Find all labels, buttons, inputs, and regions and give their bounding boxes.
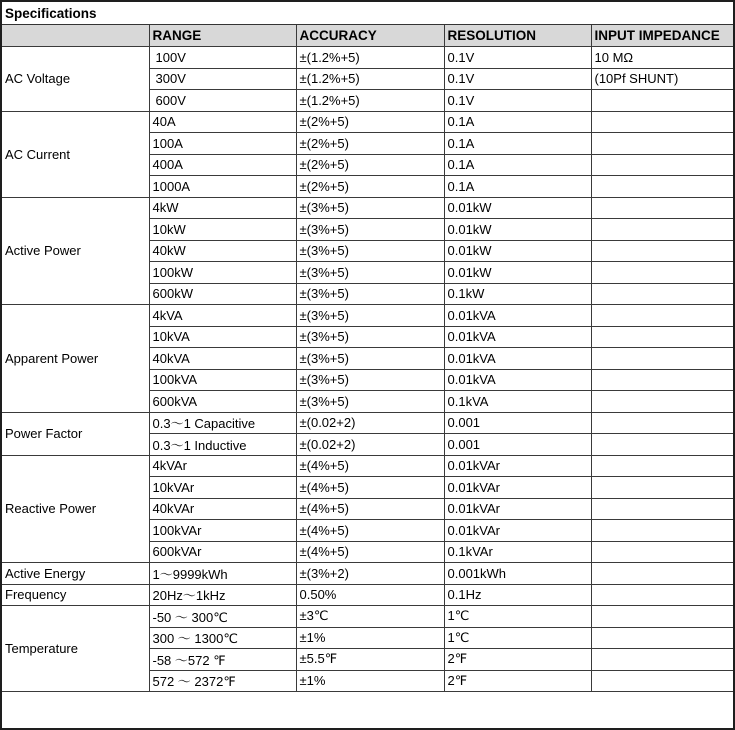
range-cell: 400A xyxy=(149,154,296,176)
spec-table xyxy=(2,25,733,692)
resolution-cell: 1℃ xyxy=(444,606,591,628)
impedance-cell xyxy=(591,326,733,348)
table-row xyxy=(2,563,733,585)
impedance-cell xyxy=(591,154,733,176)
table-row xyxy=(2,111,733,133)
impedance-cell xyxy=(591,412,733,434)
resolution-cell: 0.01kW xyxy=(444,219,591,241)
accuracy-cell: ±(0.02+2) xyxy=(296,434,444,456)
resolution-cell: 0.01kVA xyxy=(444,348,591,370)
accuracy-cell: ±(3%+5) xyxy=(296,326,444,348)
header-row xyxy=(2,25,733,47)
impedance-cell xyxy=(591,455,733,477)
range-cell: 10kVA xyxy=(149,326,296,348)
range-cell: 20Hz～1kHz xyxy=(149,584,296,606)
resolution-cell: 0.1A xyxy=(444,133,591,155)
impedance-cell xyxy=(591,391,733,413)
table-row xyxy=(2,455,733,477)
accuracy-cell: ±(3%+5) xyxy=(296,262,444,284)
resolution-cell: 0.01kVA xyxy=(444,369,591,391)
range-cell: 10kW xyxy=(149,219,296,241)
parameter-name: Reactive Power xyxy=(2,455,149,563)
accuracy-cell: 0.50% xyxy=(296,584,444,606)
spec-table-body xyxy=(2,25,733,692)
impedance-cell: (10Pf SHUNT) xyxy=(591,68,733,90)
resolution-cell: 0.1V xyxy=(444,90,591,112)
impedance-cell xyxy=(591,627,733,649)
range-cell: 4kVAr xyxy=(149,455,296,477)
accuracy-cell: ±(2%+5) xyxy=(296,111,444,133)
range-cell: 300V xyxy=(149,68,296,90)
impedance-cell xyxy=(591,348,733,370)
range-cell: -50 ～ 300℃ xyxy=(149,606,296,628)
parameter-name: Power Factor xyxy=(2,412,149,455)
resolution-cell: 0.1A xyxy=(444,111,591,133)
accuracy-cell: ±1% xyxy=(296,670,444,692)
range-cell: -58 ～572 ℉ xyxy=(149,649,296,671)
accuracy-cell: ±(3%+5) xyxy=(296,197,444,219)
resolution-cell: 0.001kWh xyxy=(444,563,591,585)
resolution-cell: 0.1kVA xyxy=(444,391,591,413)
accuracy-cell: ±(3%+2) xyxy=(296,563,444,585)
accuracy-cell: ±(0.02+2) xyxy=(296,412,444,434)
accuracy-cell: ±(1.2%+5) xyxy=(296,90,444,112)
impedance-cell xyxy=(591,649,733,671)
impedance-cell xyxy=(591,520,733,542)
impedance-cell xyxy=(591,176,733,198)
range-cell: 300 ～ 1300℃ xyxy=(149,627,296,649)
parameter-name: AC Voltage xyxy=(2,47,149,112)
table-row xyxy=(2,305,733,327)
parameter-name: Active Energy xyxy=(2,563,149,585)
accuracy-cell: ±(3%+5) xyxy=(296,219,444,241)
accuracy-cell: ±(4%+5) xyxy=(296,520,444,542)
impedance-cell xyxy=(591,240,733,262)
impedance-cell xyxy=(591,606,733,628)
range-cell: 100kVAr xyxy=(149,520,296,542)
accuracy-cell: ±(4%+5) xyxy=(296,498,444,520)
accuracy-cell: ±(4%+5) xyxy=(296,455,444,477)
resolution-cell: 0.01kVAr xyxy=(444,455,591,477)
resolution-cell: 0.01kW xyxy=(444,262,591,284)
resolution-cell: 0.01kW xyxy=(444,240,591,262)
accuracy-cell: ±(2%+5) xyxy=(296,176,444,198)
resolution-cell: 0.01kVAr xyxy=(444,520,591,542)
accuracy-cell: ±1% xyxy=(296,627,444,649)
impedance-cell xyxy=(591,283,733,305)
accuracy-cell: ±(3%+5) xyxy=(296,240,444,262)
range-cell: 100A xyxy=(149,133,296,155)
header-range: RANGE xyxy=(149,25,296,47)
accuracy-cell: ±(2%+5) xyxy=(296,133,444,155)
table-row xyxy=(2,197,733,219)
table-row xyxy=(2,606,733,628)
accuracy-cell: ±(3%+5) xyxy=(296,369,444,391)
parameter-name: AC Current xyxy=(2,111,149,197)
resolution-cell: 0.01kVA xyxy=(444,305,591,327)
resolution-cell: 0.1Hz xyxy=(444,584,591,606)
accuracy-cell: ±(3%+5) xyxy=(296,348,444,370)
accuracy-cell: ±(1.2%+5) xyxy=(296,68,444,90)
impedance-cell xyxy=(591,219,733,241)
accuracy-cell: ±(4%+5) xyxy=(296,477,444,499)
accuracy-cell: ±(3%+5) xyxy=(296,391,444,413)
accuracy-cell: ±(3%+5) xyxy=(296,305,444,327)
range-cell: 572 ～ 2372℉ xyxy=(149,670,296,692)
accuracy-cell: ±(1.2%+5) xyxy=(296,47,444,69)
range-cell: 1000A xyxy=(149,176,296,198)
range-cell: 4kVA xyxy=(149,305,296,327)
resolution-cell: 0.001 xyxy=(444,434,591,456)
resolution-cell: 2℉ xyxy=(444,649,591,671)
header-impedance: INPUT IMPEDANCE xyxy=(591,25,733,47)
resolution-cell: 0.01kVAr xyxy=(444,498,591,520)
impedance-cell: 10 MΩ xyxy=(591,47,733,69)
resolution-cell: 0.1kW xyxy=(444,283,591,305)
resolution-cell: 0.001 xyxy=(444,412,591,434)
resolution-cell: 0.01kVA xyxy=(444,326,591,348)
resolution-cell: 0.1A xyxy=(444,176,591,198)
resolution-cell: 0.1V xyxy=(444,68,591,90)
table-row xyxy=(2,412,733,434)
resolution-cell: 2℉ xyxy=(444,670,591,692)
impedance-cell xyxy=(591,584,733,606)
accuracy-cell: ±(4%+5) xyxy=(296,541,444,563)
range-cell: 4kW xyxy=(149,197,296,219)
parameter-name: Active Power xyxy=(2,197,149,305)
impedance-cell xyxy=(591,477,733,499)
resolution-cell: 0.1kVAr xyxy=(444,541,591,563)
impedance-cell xyxy=(591,670,733,692)
range-cell: 40kW xyxy=(149,240,296,262)
header-accuracy: ACCURACY xyxy=(296,25,444,47)
range-cell: 40A xyxy=(149,111,296,133)
range-cell: 600kVA xyxy=(149,391,296,413)
range-cell: 100kVA xyxy=(149,369,296,391)
range-cell: 10kVAr xyxy=(149,477,296,499)
header-resolution: RESOLUTION xyxy=(444,25,591,47)
resolution-cell: 1℃ xyxy=(444,627,591,649)
impedance-cell xyxy=(591,197,733,219)
range-cell: 40kVAr xyxy=(149,498,296,520)
impedance-cell xyxy=(591,498,733,520)
parameter-name: Temperature xyxy=(2,606,149,692)
parameter-name: Frequency xyxy=(2,584,149,606)
range-cell: 1～9999kWh xyxy=(149,563,296,585)
range-cell: 600kVAr xyxy=(149,541,296,563)
range-cell: 100kW xyxy=(149,262,296,284)
header-parameter xyxy=(2,25,149,47)
range-cell: 100V xyxy=(149,47,296,69)
impedance-cell xyxy=(591,111,733,133)
impedance-cell xyxy=(591,369,733,391)
impedance-cell xyxy=(591,90,733,112)
range-cell: 600V xyxy=(149,90,296,112)
range-cell: 40kVA xyxy=(149,348,296,370)
range-cell: 0.3～1 Inductive xyxy=(149,434,296,456)
table-row xyxy=(2,584,733,606)
accuracy-cell: ±3℃ xyxy=(296,606,444,628)
parameter-name: Apparent Power xyxy=(2,305,149,413)
impedance-cell xyxy=(591,133,733,155)
range-cell: 600kW xyxy=(149,283,296,305)
resolution-cell: 0.01kVAr xyxy=(444,477,591,499)
accuracy-cell: ±5.5℉ xyxy=(296,649,444,671)
accuracy-cell: ±(3%+5) xyxy=(296,283,444,305)
impedance-cell xyxy=(591,305,733,327)
resolution-cell: 0.1A xyxy=(444,154,591,176)
impedance-cell xyxy=(591,262,733,284)
range-cell: 0.3～1 Capacitive xyxy=(149,412,296,434)
table-row xyxy=(2,47,733,69)
accuracy-cell: ±(2%+5) xyxy=(296,154,444,176)
resolution-cell: 0.1V xyxy=(444,47,591,69)
impedance-cell xyxy=(591,541,733,563)
resolution-cell: 0.01kW xyxy=(444,197,591,219)
impedance-cell xyxy=(591,563,733,585)
spec-title: Specifications xyxy=(2,2,733,25)
impedance-cell xyxy=(591,434,733,456)
